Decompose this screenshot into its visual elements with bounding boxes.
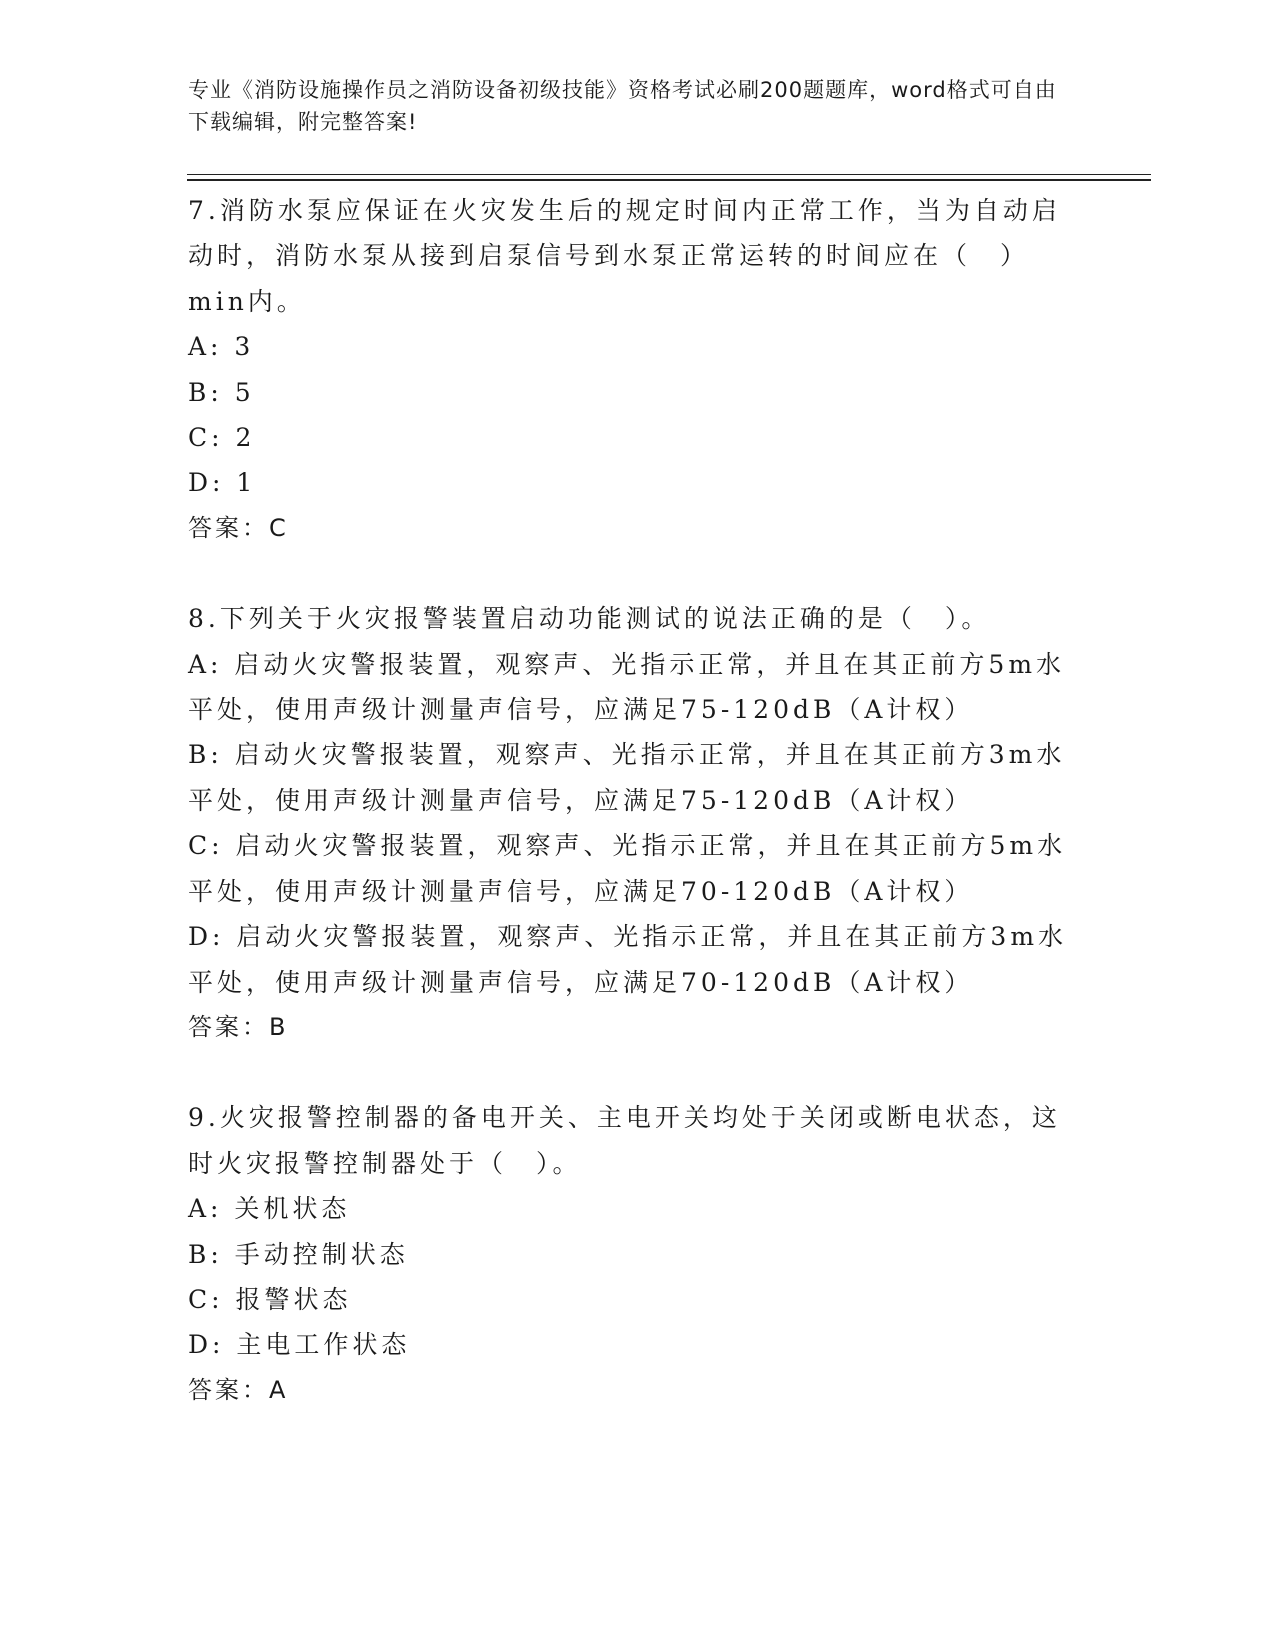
question-stem: 9.火灾报警控制器的备电开关、主电开关均处于关闭或断电状态，这时火灾报警控制器处于（ ）。 bbox=[188, 1103, 1061, 1178]
question-spacer bbox=[188, 551, 1088, 596]
question-spacer bbox=[188, 1050, 1088, 1095]
header-divider-thick bbox=[187, 179, 1151, 181]
option-b: B: 5 bbox=[188, 377, 255, 407]
document-header: 专业《消防设施操作员之消防设备初级技能》资格考试必刷200题题库，word格式可自由下载编辑，附完整答案! bbox=[188, 78, 1057, 134]
answer: 答案：C bbox=[188, 513, 289, 542]
question-7 bbox=[188, 188, 1088, 551]
option-c: C: 报警状态 bbox=[188, 1284, 352, 1314]
answer: 答案：A bbox=[188, 1375, 289, 1404]
option-b: B: 启动火灾警报装置，观察声、光指示正常，并且在其正前方3m水平处，使用声级计测量声信号，应满足75-120dB（A计权） bbox=[188, 740, 1066, 815]
question-9 bbox=[188, 1095, 1088, 1413]
option-d: D: 1 bbox=[188, 468, 257, 498]
option-a: A: 3 bbox=[188, 332, 255, 362]
question-stem: 7.消防水泵应保证在火灾发生后的规定时间内正常工作，当为自动启动时，消防水泵从接到启泵信号到水泵正常运转的时间应在（ ）min内。 bbox=[188, 196, 1061, 316]
answer: 答案：B bbox=[188, 1012, 289, 1041]
option-d: D: 主电工作状态 bbox=[188, 1330, 411, 1360]
option-c: C: 2 bbox=[188, 423, 256, 453]
option-c: C: 启动火灾警报装置，观察声、光指示正常，并且在其正前方5m水平处，使用声级计测量声信号，应满足70-120dB（A计权） bbox=[188, 831, 1067, 906]
question-list bbox=[188, 188, 1088, 1413]
header-divider-thin bbox=[187, 174, 1151, 175]
option-a: A: 关机状态 bbox=[188, 1194, 351, 1224]
question-8 bbox=[188, 596, 1088, 1050]
option-a: A: 启动火灾警报装置，观察声、光指示正常，并且在其正前方5m水平处，使用声级计测量声信号，应满足75-120dB（A计权） bbox=[188, 649, 1066, 725]
option-d: D: 启动火灾警报装置，观察声、光指示正常，并且在其正前方3m水平处，使用声级计测量声信号，应满足70-120dB（A计权） bbox=[188, 922, 1068, 997]
question-stem: 8.下列关于火灾报警装置启动功能测试的说法正确的是（ ）。 bbox=[188, 604, 991, 634]
option-b: B: 手动控制状态 bbox=[188, 1239, 409, 1269]
